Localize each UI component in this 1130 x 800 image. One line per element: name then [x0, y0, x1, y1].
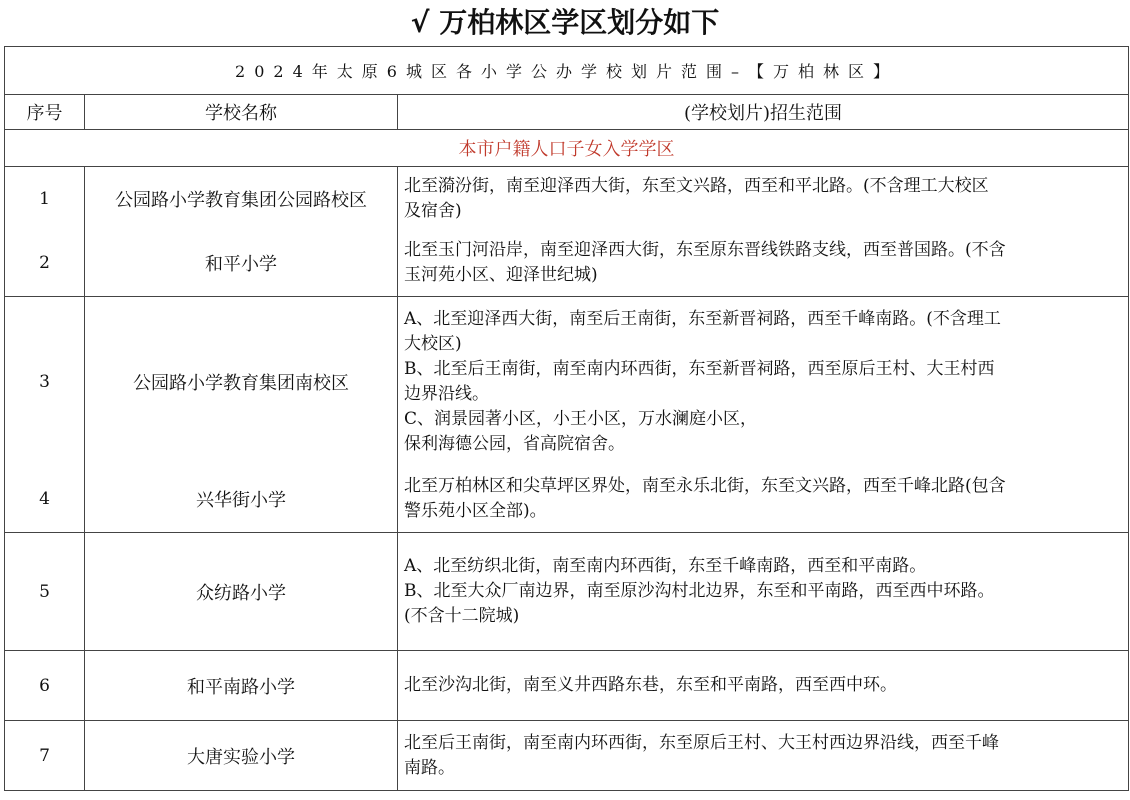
seq-cell: 2 — [5, 231, 85, 297]
table-row — [5, 467, 1129, 533]
section-row — [5, 130, 1129, 167]
table-subtitle: 2024年太原6城区各小学公办学校划片范围–【万柏林区】 — [5, 47, 1129, 95]
range-cell — [398, 297, 1129, 467]
seq-cell: 1 — [5, 167, 85, 231]
table-row — [5, 721, 1129, 791]
school-name-cell: 兴华街小学 — [85, 467, 398, 533]
header-range: (学校划片)招生范围 — [398, 95, 1129, 130]
table-row — [5, 533, 1129, 651]
seq-cell: 5 — [5, 533, 85, 651]
range-cell — [398, 721, 1129, 791]
range-line: 南路。 — [404, 757, 455, 778]
school-name-cell: 公园路小学教育集团公园路校区 — [85, 167, 398, 231]
range-line: 北至玉门河沿岸，南至迎泽西大街，东至原东晋线铁路支线，西至普国路。(不含 — [404, 240, 1006, 261]
table-row — [5, 231, 1129, 297]
school-name-cell: 众纺路小学 — [85, 533, 398, 651]
range-cell — [398, 533, 1129, 651]
header-school: 学校名称 — [85, 95, 398, 130]
school-name-cell: 公园路小学教育集团南校区 — [85, 297, 398, 467]
table-row — [5, 297, 1129, 467]
school-name-cell: 和平小学 — [85, 231, 398, 297]
range-cell — [398, 231, 1129, 297]
section-label: 本市户籍人口子女入学学区 — [5, 130, 1129, 167]
table-subtitle-row — [5, 47, 1129, 95]
seq-cell: 3 — [5, 297, 85, 467]
range-line: 北至沙沟北街，南至义井西路东巷，东至和平南路，西至西中环。 — [404, 675, 897, 695]
range-line: A、北至纺织北街，南至南内环西街，东至千峰南路，西至和平南路。 — [404, 556, 927, 576]
range-line: B、北至后王南街，南至南内环西街，东至新晋祠路，西至原后王村、大王村西 — [404, 358, 995, 379]
range-cell — [398, 651, 1129, 721]
table-row — [5, 651, 1129, 721]
range-line: 边界沿线。 — [404, 383, 489, 404]
range-cell — [398, 167, 1129, 231]
table-row — [5, 167, 1129, 231]
range-line: 北至漪汾街，南至迎泽西大街，东至文兴路，西至和平北路。(不含理工大校区 — [404, 175, 989, 196]
range-line: 北至后王南街，南至南内环西街，东至原后王村、大王村西边界沿线，西至千峰 — [404, 732, 999, 753]
page-title: √ 万柏林区学区划分如下 — [410, 6, 720, 39]
range-line: A、北至迎泽西大街，南至后王南街，东至新晋祠路，西至千峰南路。(不含理工 — [404, 308, 1001, 329]
range-line: 大校区) — [404, 333, 462, 354]
seq-cell: 6 — [5, 651, 85, 721]
table-header-row — [5, 95, 1129, 130]
school-zone-table — [4, 46, 1129, 791]
range-line: B、北至大众厂南边界，南至原沙沟村北边界，东至和平南路，西至西中环路。 — [404, 581, 995, 601]
range-line: 北至万柏林区和尖草坪区界处，南至永乐北街，东至文兴路，西至千峰北路(包含 — [404, 476, 1006, 497]
range-line: 及宿舍) — [404, 200, 462, 221]
seq-cell: 7 — [5, 721, 85, 791]
range-cell — [398, 467, 1129, 533]
range-line: 保利海德公园，省高院宿舍。 — [404, 433, 625, 454]
header-seq: 序号 — [5, 95, 85, 130]
range-line: 玉河苑小区、迎泽世纪城) — [404, 265, 598, 286]
school-name-cell: 和平南路小学 — [85, 651, 398, 721]
range-line: 警乐苑小区全部)。 — [404, 501, 547, 522]
range-line: (不含十二院城) — [404, 606, 520, 626]
seq-cell: 4 — [5, 467, 85, 533]
range-line: C、润景园著小区，小王小区，万水澜庭小区， — [404, 408, 758, 429]
school-name-cell: 大唐实验小学 — [85, 721, 398, 791]
